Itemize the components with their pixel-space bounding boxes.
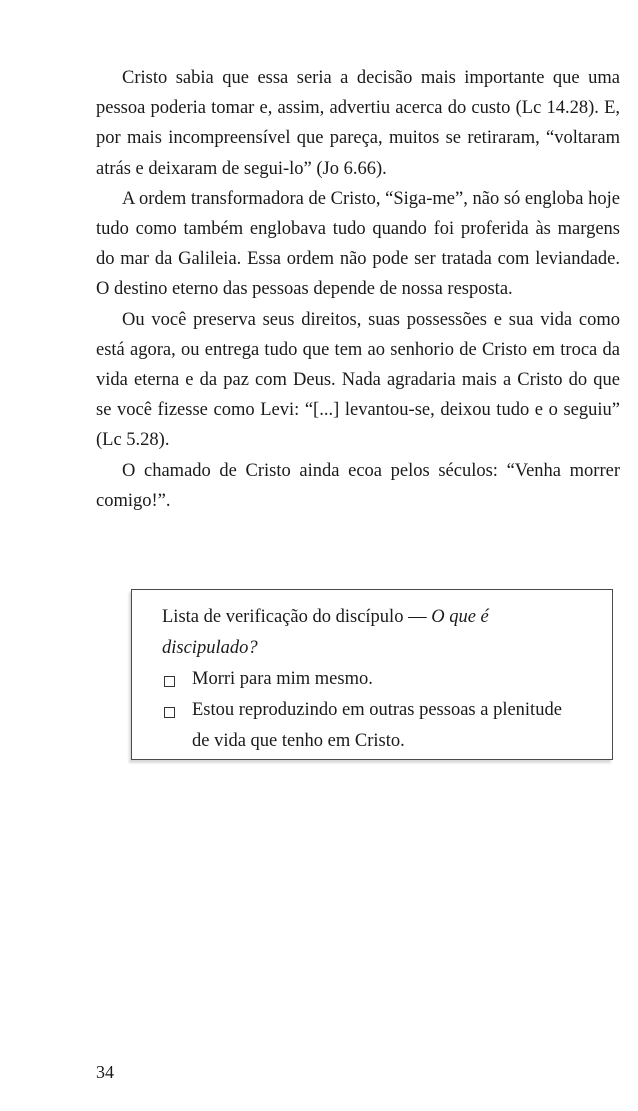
disciple-checklist-box (131, 589, 613, 760)
checklist-item-text: Estou reproduzindo em outras pessoas a plenitude de vida que tenho em Cristo. (192, 700, 562, 751)
checkbox-icon (164, 707, 175, 718)
checklist-item-text: Morri para mim mesmo. (192, 669, 373, 689)
checklist-title (162, 602, 582, 664)
checklist-content (162, 602, 582, 757)
checklist-title-text: Lista de verificação do discípulo — (162, 607, 432, 627)
checkbox-icon (164, 676, 175, 687)
paragraph-call: O chamado de Cristo ainda ecoa pelos séculos: “Venha morrer comigo!”. (96, 460, 620, 511)
checklist-item (162, 695, 582, 757)
body-text (96, 63, 620, 516)
paragraph-follow-me: A ordem transformadora de Cristo, “Siga-me”, não só engloba hoje tudo como também englobava tudo quando foi proferida às margens do mar da Galileia. Essa ordem não pode ser tratada com leviandade. O destino eterno das pessoas depende de nossa resposta. (96, 188, 620, 300)
paragraph-cost-warning: Cristo sabia que essa seria a decisão mais importante que uma pessoa poderia tomar e, assim, advertiu acerca do custo (Lc 14.28). E, por mais incompreensível que pareça, muitos se retiraram, “voltaram atrás e deixaram de segui-lo” (Jo 6.66). (96, 68, 620, 179)
paragraph-choice: Ou você preserva seus direitos, suas possessões e sua vida como está agora, ou entrega tudo que tem ao senhorio de Cristo em troca da vida eterna e da paz com Deus. Nada agradaria mais a Cristo do que se você fizesse como Levi: “[...] levantou-se, deixou tudo e o seguiu” (Lc 5.28). (96, 309, 620, 451)
page-number: 34 (96, 1062, 114, 1082)
checklist-item (162, 664, 582, 695)
checklist-title-italic: O que é discipulado? (162, 607, 489, 658)
